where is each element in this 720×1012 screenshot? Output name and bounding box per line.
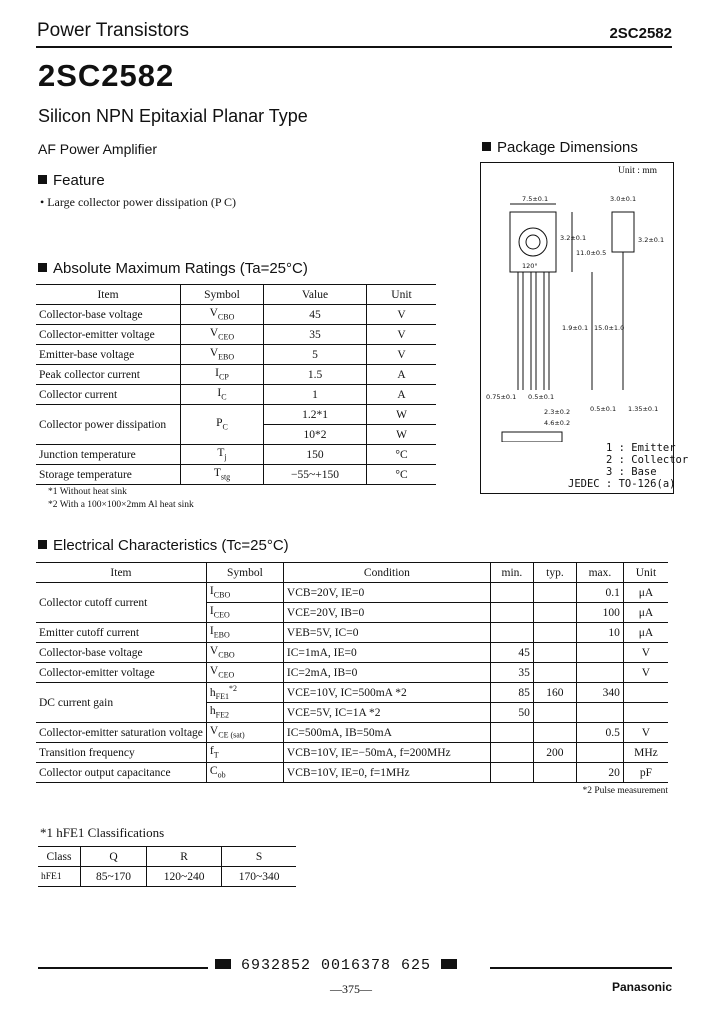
cell-max: 10 <box>576 623 623 643</box>
col-header: Value <box>264 285 367 305</box>
table-header-row <box>38 847 296 867</box>
dim-label: 7.5±0.1 <box>522 195 549 203</box>
cell-typ <box>533 723 576 743</box>
cell-max: 100 <box>576 603 623 623</box>
table-row <box>36 723 668 743</box>
col-header: max. <box>576 563 623 583</box>
cell-unit: MHz <box>623 743 668 763</box>
cell-unit: V <box>623 663 668 683</box>
cell-min <box>490 623 533 643</box>
table-row <box>36 345 436 365</box>
cell-min <box>490 723 533 743</box>
cell-symbol: $V_{CE (sat)}$ <box>206 723 283 743</box>
dim-label: 1.35±0.1 <box>628 405 659 413</box>
brand-logo: Panasonic <box>611 980 672 994</box>
cell-value: 150 <box>264 445 367 465</box>
cell-symbol: $V_{CEO}$ <box>181 325 264 345</box>
elec-table <box>36 562 668 783</box>
col-header: min. <box>490 563 533 583</box>
table-row <box>36 385 436 405</box>
cell-min: 85 <box>490 683 533 703</box>
cell-value: 120~240 <box>147 867 222 887</box>
cell-item: Peak collector current <box>36 365 181 385</box>
cell-item: Collector power dissipation <box>36 405 181 445</box>
col-header: Item <box>36 285 181 305</box>
abs-max-heading <box>38 260 308 277</box>
table-header-row <box>36 563 668 583</box>
cell-symbol: $V_{CEO}$ <box>206 663 283 683</box>
dim-label: 0.5±0.1 <box>528 393 555 401</box>
cell-typ <box>533 603 576 623</box>
cell-symbol: $I_{CP}$ <box>181 365 264 385</box>
cell-unit: °C <box>367 445 437 465</box>
cell-symbol: $V_{CBO}$ <box>181 305 264 325</box>
cell-max: 340 <box>576 683 623 703</box>
cell-min <box>490 763 533 783</box>
cell-value: 170~340 <box>222 867 296 887</box>
dim-label: 120° <box>522 262 538 270</box>
dim-label: 2.3±0.2 <box>544 408 571 416</box>
cell-item: Collector-base voltage <box>36 643 206 663</box>
dim-label: 0.5±0.1 <box>590 405 617 413</box>
cell-unit <box>623 703 668 723</box>
cell-symbol: $I_{EBO}$ <box>206 623 283 643</box>
cell-item: Collector cutoff current <box>36 583 206 623</box>
cell-max <box>576 743 623 763</box>
cell-unit: V <box>623 643 668 663</box>
cell-unit: W <box>367 425 437 445</box>
cell-item: Transition frequency <box>36 743 206 763</box>
cell-min <box>490 743 533 763</box>
elec-heading <box>38 537 289 554</box>
cell-unit: V <box>367 325 437 345</box>
cell-unit <box>623 683 668 703</box>
cell-item: Collector current <box>36 385 181 405</box>
feature-item: • Large collector power dissipation (P C) <box>40 195 237 209</box>
category-title: Power Transistors <box>37 20 190 41</box>
cell-unit: μA <box>623 623 668 643</box>
col-header: Symbol <box>181 285 264 305</box>
cell-unit: W <box>367 405 437 425</box>
table-row <box>36 583 668 603</box>
col-header: R <box>147 847 222 867</box>
cell-unit: μA <box>623 583 668 603</box>
cell-min <box>490 603 533 623</box>
bottom-view <box>502 432 562 442</box>
cell-typ <box>533 703 576 723</box>
page-number: —375— <box>330 982 372 996</box>
table-row <box>36 325 436 345</box>
dim-label: 3.2±0.1 <box>560 234 587 242</box>
abs-note-2: *2 With a 100×100×2mm Al heat sink <box>48 500 194 510</box>
abs-note-1: *1 Without heat sink <box>48 487 127 497</box>
dim-label: 15.0±1.0 <box>594 324 625 332</box>
cell-item: Storage temperature <box>39 468 132 481</box>
package-unit: Unit : mm <box>618 166 658 176</box>
cell-item: Collector-base voltage <box>36 305 181 325</box>
cell-item: Collector-emitter saturation voltage <box>36 723 206 743</box>
table-row <box>36 465 436 485</box>
cell-max: 20 <box>576 763 623 783</box>
cell-value: 1.2*1 <box>264 405 367 425</box>
cell-symbol: $I_{CBO}$ <box>206 583 283 603</box>
table-row <box>36 445 436 465</box>
hfe-table <box>38 846 296 887</box>
cell-item: Junction temperature <box>36 445 181 465</box>
package-drawing <box>482 180 670 442</box>
hfe-heading: *1 hFE1 Classifications <box>40 825 165 840</box>
table-row <box>36 623 668 643</box>
cell-condition: VCB=20V, IE=0 <box>283 583 490 603</box>
cell-typ <box>533 643 576 663</box>
pin-2: 2 : Collector <box>606 454 689 466</box>
cell-item: Collector-emitter voltage <box>36 663 206 683</box>
col-header: Unit <box>367 285 437 305</box>
cell-min: 50 <box>490 703 533 723</box>
cell-condition: VCE=20V, IB=0 <box>283 603 490 623</box>
dim-label: 4.6±0.2 <box>544 419 571 427</box>
cell-item: DC current gain <box>36 683 206 723</box>
cell-unit: A <box>367 365 437 385</box>
col-header: Q <box>81 847 147 867</box>
cell-typ <box>533 763 576 783</box>
col-header: Condition <box>283 563 490 583</box>
cell-max <box>576 663 623 683</box>
cell-value: 1.5 <box>264 365 367 385</box>
col-header: Symbol <box>206 563 283 583</box>
col-header: Unit <box>623 563 668 583</box>
pin-1: 1 : Emitter <box>606 442 676 454</box>
table-row <box>36 643 668 663</box>
cell-condition: VCE=5V, IC=1A *2 <box>283 703 490 723</box>
cell-unit: pF <box>623 763 668 783</box>
cell-value: 85~170 <box>81 867 147 887</box>
cell-max <box>576 703 623 723</box>
cell-condition: IC=1mA, IE=0 <box>283 643 490 663</box>
part-title: 2SC2582 <box>38 58 175 93</box>
cell-min: 45 <box>490 643 533 663</box>
table-row <box>36 683 668 703</box>
cell-symbol: $V_{CBO}$ <box>206 643 283 663</box>
cell-condition: IC=2mA, IB=0 <box>283 663 490 683</box>
cell-condition: VCE=10V, IC=500mA *2 <box>283 683 490 703</box>
feature-item-text: Large collector power dissipation (P C) <box>47 195 237 209</box>
pin-legend <box>606 442 688 478</box>
table-row <box>38 867 296 887</box>
cell-value: 10*2 <box>264 425 367 445</box>
cell-symbol: $T_j$ <box>181 445 264 465</box>
cell-condition: IC=500mA, IB=50mA <box>283 723 490 743</box>
cell-typ <box>533 623 576 643</box>
col-header: Class <box>38 847 81 867</box>
cell-item: Emitter cutoff current <box>36 623 206 643</box>
cell-item: Collector-emitter voltage <box>36 325 181 345</box>
cell-value: 45 <box>264 305 367 325</box>
dim-label: 3.0±0.1 <box>610 195 637 203</box>
cell-symbol: $V_{EBO}$ <box>181 345 264 365</box>
jedec: JEDEC : TO-126(a) <box>568 478 676 490</box>
cell-max: 0.5 <box>576 723 623 743</box>
footer-rule-left <box>38 967 208 969</box>
dim-label: 0.75±0.1 <box>486 393 517 401</box>
cell-value: −55~+150 <box>264 465 367 485</box>
barcode-block <box>441 959 457 969</box>
col-header: Item <box>36 563 206 583</box>
cell-symbol: $T_{stg}$ <box>181 465 264 485</box>
col-header: S <box>222 847 296 867</box>
cell-value: 5 <box>264 345 367 365</box>
cell-value: 35 <box>264 325 367 345</box>
cell-item: Collector output capacitance <box>39 766 171 779</box>
cell-typ <box>533 583 576 603</box>
package-heading-text: Package Dimensions <box>497 139 638 156</box>
table-header-row <box>36 285 436 305</box>
pin-3: 3 : Base <box>606 466 657 478</box>
table-row <box>36 763 668 783</box>
cell-unit: V <box>367 345 437 365</box>
cell-condition: VCB=10V, IE=−50mA, f=200MHz <box>283 743 490 763</box>
elec-heading-text: Electrical Characteristics (Tc=25°C) <box>53 537 289 554</box>
application: AF Power Amplifier <box>38 141 158 157</box>
cell-symbol: $I_C$ <box>181 385 264 405</box>
cell-typ: 160 <box>533 683 576 703</box>
side-view-body <box>612 212 634 252</box>
cell-condition: VCB=10V, IE=0, f=1MHz <box>283 763 490 783</box>
cell-unit: A <box>367 385 437 405</box>
table-row <box>36 365 436 385</box>
cell-symbol: $h_{FE2}$ <box>206 703 283 723</box>
barcode-block <box>215 959 231 969</box>
footer-rule-right <box>490 967 672 969</box>
cell-condition: VEB=5V, IC=0 <box>283 623 490 643</box>
barcode-number: 6932852 0016378 625 <box>241 957 432 974</box>
cell-symbol: $I_{CEO}$ <box>206 603 283 623</box>
cell-item: Emitter-base voltage <box>36 345 181 365</box>
cell-symbol: $f_T$ <box>206 743 283 763</box>
table-row <box>36 305 436 325</box>
cell-typ <box>533 663 576 683</box>
col-header: typ. <box>533 563 576 583</box>
cell-unit: V <box>367 305 437 325</box>
table-row <box>36 405 436 425</box>
feature-heading <box>38 172 105 189</box>
feature-heading-text: Feature <box>53 172 105 189</box>
abs-max-table <box>36 284 436 485</box>
cell-typ: 200 <box>533 743 576 763</box>
cell-unit: V <box>623 723 668 743</box>
dim-label: 1.9±0.1 <box>562 324 589 332</box>
dim-label: 3.2±0.1 <box>638 236 665 244</box>
package-heading <box>482 139 638 156</box>
mounting-hole <box>519 228 547 256</box>
cell-max <box>576 643 623 663</box>
abs-max-heading-text: Absolute Maximum Ratings (Ta=25°C) <box>53 260 308 277</box>
cell-min <box>490 583 533 603</box>
table-row <box>36 663 668 683</box>
cell-max: 0.1 <box>576 583 623 603</box>
cell-symbol: $h_{FE1}^{*2}$ <box>206 683 283 703</box>
cell-unit: °C <box>367 465 437 485</box>
cell-symbol: $C_{ob}$ <box>206 763 283 783</box>
barcode-line <box>215 957 457 974</box>
cell-symbol: $P_C$ <box>181 405 264 445</box>
cell-min: 35 <box>490 663 533 683</box>
subtitle: Silicon NPN Epitaxial Planar Type <box>38 106 308 126</box>
cell-label: hFE1 <box>41 871 62 882</box>
cell-unit: μA <box>623 603 668 623</box>
cell-value: 1 <box>264 385 367 405</box>
elec-note: *2 Pulse measurement <box>582 786 668 796</box>
table-row <box>36 743 668 763</box>
dim-label: 11.0±0.5 <box>576 249 607 257</box>
header-part-number: 2SC2582 <box>609 25 672 42</box>
header-rule <box>36 46 672 48</box>
